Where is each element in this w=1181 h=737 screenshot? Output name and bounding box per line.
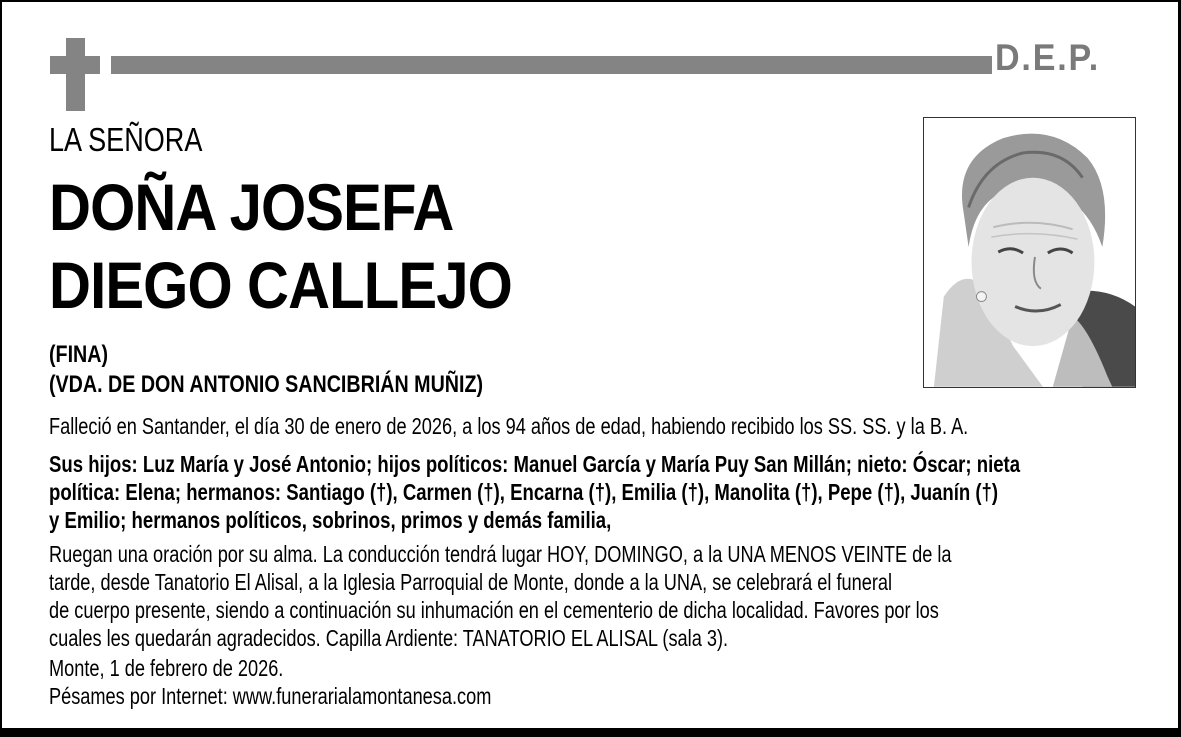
portrait-image <box>924 118 1135 387</box>
header-rule <box>111 56 992 74</box>
deceased-name-line-2: DIEGO CALLEJO <box>49 248 512 322</box>
portrait-photo <box>923 117 1136 388</box>
honorific: LA SEÑORA <box>49 121 203 158</box>
cross-icon-bar <box>50 56 100 74</box>
dep-label: D.E.P. <box>995 37 1101 78</box>
family-line: y Emilio; hermanos políticos, sobrinos, primos y demás familia, <box>49 507 612 533</box>
cross-icon <box>66 38 85 111</box>
death-notice <box>49 412 968 440</box>
widow-of: (VDA. DE DON ANTONIO SANCIBRIÁN MUÑIZ) <box>49 371 484 398</box>
service-line: de cuerpo presente, siendo a continuación su inhumación en el cementerio de dicha localidad. Favores por los <box>49 597 939 623</box>
service-line: Ruegan una oración por su alma. La conducción tendrá lugar HOY, DOMINGO, a la UNA MENOS VEINTE de la <box>49 541 952 567</box>
place-date: Monte, 1 de febrero de 2026. <box>49 655 284 681</box>
closing <box>49 654 491 710</box>
service-line: tarde, desde Tanatorio El Alisal, a la Iglesia Parroquial de Monte, donde a la UNA, se celebrará el funeral <box>49 569 893 595</box>
condolences-link[interactable]: Pésames por Internet: www.funerarialamontanesa.com <box>49 683 492 709</box>
service-details <box>49 540 952 652</box>
family-line: Sus hijos: Luz María y José Antonio; hijos políticos: Manuel García y María Puy San Millán; nieto: Óscar; nieta <box>49 451 1021 477</box>
service-line: cuales les quedarán agradecidos. Capilla Ardiente: TANATORIO EL ALISAL (sala 3). <box>49 625 729 651</box>
family-list <box>49 450 1020 534</box>
deceased-name-line-1: DOÑA JOSEFA <box>49 170 454 244</box>
death-notice-line: Falleció en Santander, el día 30 de enero de 2026, a los 94 años de edad, habiendo recibido los SS. SS. y la B. A. <box>49 413 969 439</box>
family-line: política: Elena; hermanos: Santiago (†), Carmen (†), Encarna (†), Emilia (†), Manolita (†), Pepe (†), Juanín (†) <box>49 479 999 505</box>
deceased-alias: (FINA) <box>49 341 109 368</box>
